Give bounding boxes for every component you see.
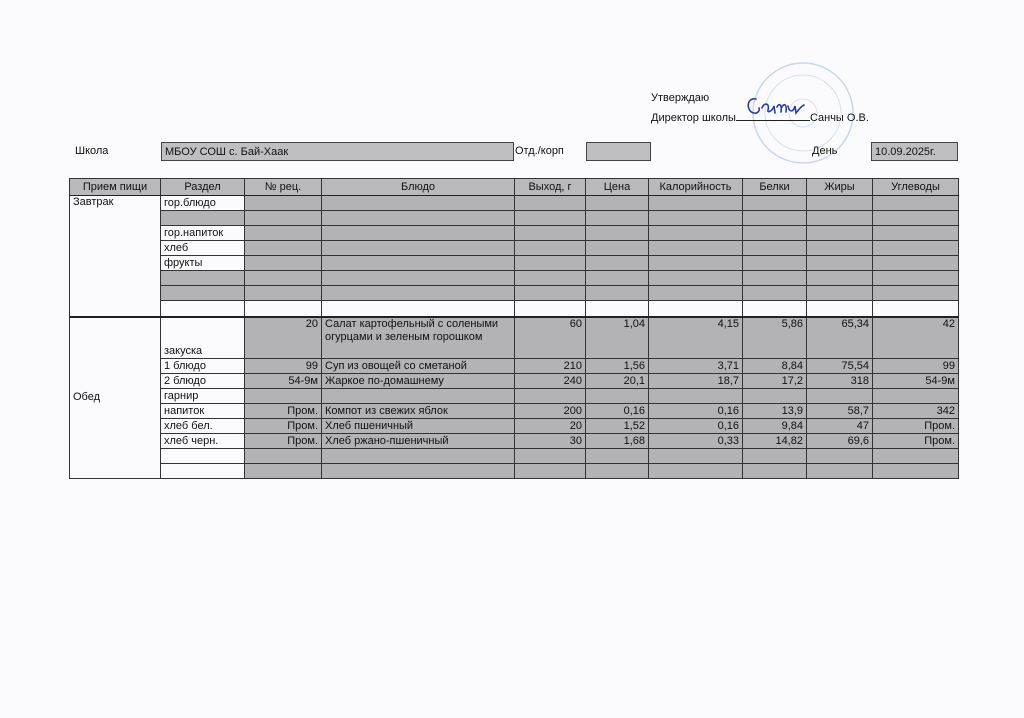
approve-text: Утверждаю <box>651 92 710 104</box>
empty-cell[interactable] <box>586 271 649 286</box>
recipe-cell[interactable]: 54-9м <box>245 374 322 389</box>
carbs-cell[interactable]: Пром. <box>873 434 959 449</box>
section-cell: 2 блюдо <box>161 374 245 389</box>
table-row <box>70 196 959 211</box>
empty-cell <box>586 301 649 317</box>
table-header <box>70 179 959 196</box>
empty-cell[interactable] <box>649 241 743 256</box>
section-cell: 1 блюдо <box>161 359 245 374</box>
dish-cell[interactable]: Хлеб ржано-пшеничный <box>322 434 515 449</box>
section-cell: хлеб бел. <box>161 419 245 434</box>
table-row <box>70 449 959 464</box>
section-cell: хлеб черн. <box>161 434 245 449</box>
protein-cell[interactable]: 14,82 <box>743 434 807 449</box>
empty-cell[interactable] <box>743 271 807 286</box>
price-cell[interactable] <box>586 449 649 464</box>
protein-cell[interactable] <box>743 389 807 404</box>
fat-cell[interactable] <box>807 464 873 479</box>
calories-cell[interactable]: 0,16 <box>649 404 743 419</box>
empty-cell[interactable] <box>322 211 515 226</box>
col-dish: Блюдо <box>322 179 515 196</box>
empty-cell[interactable] <box>515 226 586 241</box>
recipe-cell[interactable]: Пром. <box>245 404 322 419</box>
yield-cell[interactable]: 240 <box>515 374 586 389</box>
empty-cell[interactable] <box>322 271 515 286</box>
empty-cell[interactable] <box>873 211 959 226</box>
empty-cell[interactable] <box>586 286 649 301</box>
section-cell <box>161 464 245 479</box>
yield-cell[interactable]: 30 <box>515 434 586 449</box>
day-field[interactable]: 10.09.2025г. <box>871 142 958 161</box>
dish-cell[interactable]: Суп из овощей со сметаной <box>322 359 515 374</box>
empty-cell[interactable] <box>245 271 322 286</box>
fat-cell[interactable] <box>807 449 873 464</box>
section-cell: хлеб <box>161 241 245 256</box>
col-meal: Прием пищи <box>70 179 161 196</box>
section-cell: гор.напиток <box>161 226 245 241</box>
dish-cell[interactable] <box>322 449 515 464</box>
yield-cell[interactable] <box>515 464 586 479</box>
empty-cell <box>245 301 322 317</box>
carbs-cell[interactable] <box>873 389 959 404</box>
director-label: Директор школы <box>651 112 736 124</box>
empty-cell[interactable] <box>807 256 873 271</box>
carbs-cell[interactable]: 54-9м <box>873 374 959 389</box>
dept-label: Отд./корп <box>515 145 564 157</box>
recipe-cell[interactable]: Пром. <box>245 434 322 449</box>
section-cell <box>161 271 245 286</box>
fat-cell[interactable] <box>807 389 873 404</box>
empty-cell[interactable] <box>807 271 873 286</box>
empty-cell[interactable] <box>807 286 873 301</box>
protein-cell[interactable]: 13,9 <box>743 404 807 419</box>
empty-cell[interactable] <box>743 256 807 271</box>
empty-cell[interactable] <box>873 196 959 211</box>
empty-cell[interactable] <box>586 196 649 211</box>
table-row <box>70 464 959 479</box>
fat-cell[interactable]: 65,34 <box>807 317 873 359</box>
protein-cell[interactable] <box>743 449 807 464</box>
calories-cell[interactable]: 3,71 <box>649 359 743 374</box>
empty-cell[interactable] <box>322 256 515 271</box>
empty-cell[interactable] <box>649 286 743 301</box>
yield-cell[interactable]: 20 <box>515 419 586 434</box>
empty-cell <box>743 301 807 317</box>
dish-cell[interactable]: Жаркое по-домашнему <box>322 374 515 389</box>
table-row <box>70 226 959 241</box>
section-cell: закуска <box>161 317 245 359</box>
yield-cell[interactable]: 60 <box>515 317 586 359</box>
menu-table <box>69 178 959 479</box>
col-price: Цена <box>586 179 649 196</box>
dish-cell[interactable] <box>322 464 515 479</box>
empty-cell[interactable] <box>515 211 586 226</box>
carbs-cell[interactable]: 99 <box>873 359 959 374</box>
recipe-cell[interactable]: 20 <box>245 317 322 359</box>
section-cell <box>161 449 245 464</box>
school-field[interactable]: МБОУ СОШ с. Бай-Хаак <box>161 142 514 161</box>
table-row <box>70 434 959 449</box>
empty-cell[interactable] <box>245 286 322 301</box>
meal-breakfast: Завтрак <box>70 196 161 317</box>
table-row <box>70 389 959 404</box>
section-cell: напиток <box>161 404 245 419</box>
empty-cell[interactable] <box>743 196 807 211</box>
table-row <box>70 359 959 374</box>
section-cell: гор.блюдо <box>161 196 245 211</box>
section-cell: фрукты <box>161 256 245 271</box>
meal-lunch: Обед <box>70 317 161 479</box>
empty-cell[interactable] <box>649 211 743 226</box>
school-label: Школа <box>75 145 109 157</box>
fat-cell[interactable]: 47 <box>807 419 873 434</box>
protein-cell[interactable]: 9,84 <box>743 419 807 434</box>
price-cell[interactable] <box>586 464 649 479</box>
empty-cell[interactable] <box>807 196 873 211</box>
dish-cell[interactable] <box>322 389 515 404</box>
yield-cell[interactable]: 200 <box>515 404 586 419</box>
table-row <box>70 419 959 434</box>
col-calories: Калорийность <box>649 179 743 196</box>
signature-line <box>736 108 810 121</box>
col-yield: Выход, г <box>515 179 586 196</box>
col-carbs: Углеводы <box>873 179 959 196</box>
empty-cell[interactable] <box>873 256 959 271</box>
empty-cell[interactable] <box>586 226 649 241</box>
empty-cell[interactable] <box>245 196 322 211</box>
table-row <box>70 286 959 301</box>
price-cell[interactable]: 1,68 <box>586 434 649 449</box>
empty-cell[interactable] <box>515 256 586 271</box>
table-row <box>70 317 959 359</box>
empty-cell[interactable] <box>873 226 959 241</box>
yield-cell[interactable] <box>515 449 586 464</box>
table-row <box>70 271 959 286</box>
price-cell[interactable]: 0,16 <box>586 404 649 419</box>
empty-cell[interactable] <box>322 286 515 301</box>
calories-cell[interactable]: 18,7 <box>649 374 743 389</box>
yield-cell[interactable] <box>515 389 586 404</box>
fat-cell[interactable]: 75,54 <box>807 359 873 374</box>
protein-cell[interactable]: 17,2 <box>743 374 807 389</box>
empty-cell[interactable] <box>649 271 743 286</box>
protein-cell[interactable] <box>743 464 807 479</box>
price-cell[interactable] <box>586 389 649 404</box>
empty-cell[interactable] <box>743 241 807 256</box>
empty-cell[interactable] <box>807 226 873 241</box>
dish-cell[interactable]: Хлеб пшеничный <box>322 419 515 434</box>
empty-cell <box>322 301 515 317</box>
spacer-row <box>70 301 959 317</box>
protein-cell[interactable]: 8,84 <box>743 359 807 374</box>
section-cell <box>161 286 245 301</box>
empty-cell <box>649 301 743 317</box>
recipe-cell[interactable]: Пром. <box>245 419 322 434</box>
recipe-cell[interactable] <box>245 464 322 479</box>
fat-cell[interactable]: 58,7 <box>807 404 873 419</box>
empty-cell[interactable] <box>515 196 586 211</box>
section-cell: гарнир <box>161 389 245 404</box>
calories-cell[interactable] <box>649 389 743 404</box>
empty-cell[interactable] <box>586 211 649 226</box>
empty-cell[interactable] <box>322 196 515 211</box>
empty-cell[interactable] <box>649 196 743 211</box>
calories-cell[interactable]: 4,15 <box>649 317 743 359</box>
dish-cell[interactable]: Компот из свежих яблок <box>322 404 515 419</box>
fat-cell[interactable]: 318 <box>807 374 873 389</box>
dept-field[interactable] <box>586 142 651 161</box>
empty-cell[interactable] <box>515 271 586 286</box>
empty-cell[interactable] <box>245 211 322 226</box>
recipe-cell[interactable]: 99 <box>245 359 322 374</box>
carbs-cell[interactable] <box>873 449 959 464</box>
empty-cell[interactable] <box>649 226 743 241</box>
col-recipe: № рец. <box>245 179 322 196</box>
empty-cell <box>873 301 959 317</box>
col-protein: Белки <box>743 179 807 196</box>
empty-cell[interactable] <box>245 256 322 271</box>
dish-cell[interactable]: Салат картофельный с солеными огурцами и зеленым горошком <box>322 317 515 359</box>
price-cell[interactable]: 1,56 <box>586 359 649 374</box>
yield-cell[interactable]: 210 <box>515 359 586 374</box>
table-row <box>70 211 959 226</box>
price-cell[interactable]: 1,52 <box>586 419 649 434</box>
carbs-cell[interactable] <box>873 464 959 479</box>
empty-cell[interactable] <box>807 241 873 256</box>
price-cell[interactable]: 20,1 <box>586 374 649 389</box>
empty-cell <box>161 301 245 317</box>
empty-cell[interactable] <box>586 241 649 256</box>
carbs-cell[interactable]: 342 <box>873 404 959 419</box>
table-row <box>70 241 959 256</box>
empty-cell[interactable] <box>322 241 515 256</box>
director-name: Санчы О.В. <box>809 112 869 124</box>
calories-cell[interactable]: 0,16 <box>649 419 743 434</box>
approval-block <box>651 88 869 128</box>
col-section: Раздел <box>161 179 245 196</box>
table-row <box>70 404 959 419</box>
carbs-cell[interactable]: 42 <box>873 317 959 359</box>
empty-cell <box>807 301 873 317</box>
empty-cell[interactable] <box>515 241 586 256</box>
protein-cell[interactable]: 5,86 <box>743 317 807 359</box>
empty-cell[interactable] <box>245 241 322 256</box>
empty-cell[interactable] <box>807 211 873 226</box>
day-label: День <box>812 145 838 157</box>
empty-cell[interactable] <box>873 241 959 256</box>
calories-cell[interactable] <box>649 449 743 464</box>
empty-cell <box>515 301 586 317</box>
signature <box>744 94 806 120</box>
empty-cell[interactable] <box>586 256 649 271</box>
recipe-cell[interactable] <box>245 389 322 404</box>
empty-cell[interactable] <box>743 211 807 226</box>
empty-cell[interactable] <box>649 256 743 271</box>
carbs-cell[interactable]: Пром. <box>873 419 959 434</box>
empty-cell[interactable] <box>322 226 515 241</box>
empty-cell[interactable] <box>873 286 959 301</box>
col-fat: Жиры <box>807 179 873 196</box>
table-row <box>70 256 959 271</box>
director-line <box>651 108 869 128</box>
empty-cell[interactable] <box>873 271 959 286</box>
empty-cell[interactable] <box>515 286 586 301</box>
table-row <box>70 374 959 389</box>
section-cell <box>161 211 245 226</box>
price-cell[interactable]: 1,04 <box>586 317 649 359</box>
empty-cell[interactable] <box>743 286 807 301</box>
calories-cell[interactable] <box>649 464 743 479</box>
calories-cell[interactable]: 0,33 <box>649 434 743 449</box>
recipe-cell[interactable] <box>245 449 322 464</box>
empty-cell[interactable] <box>743 226 807 241</box>
fat-cell[interactable]: 69,6 <box>807 434 873 449</box>
empty-cell[interactable] <box>245 226 322 241</box>
